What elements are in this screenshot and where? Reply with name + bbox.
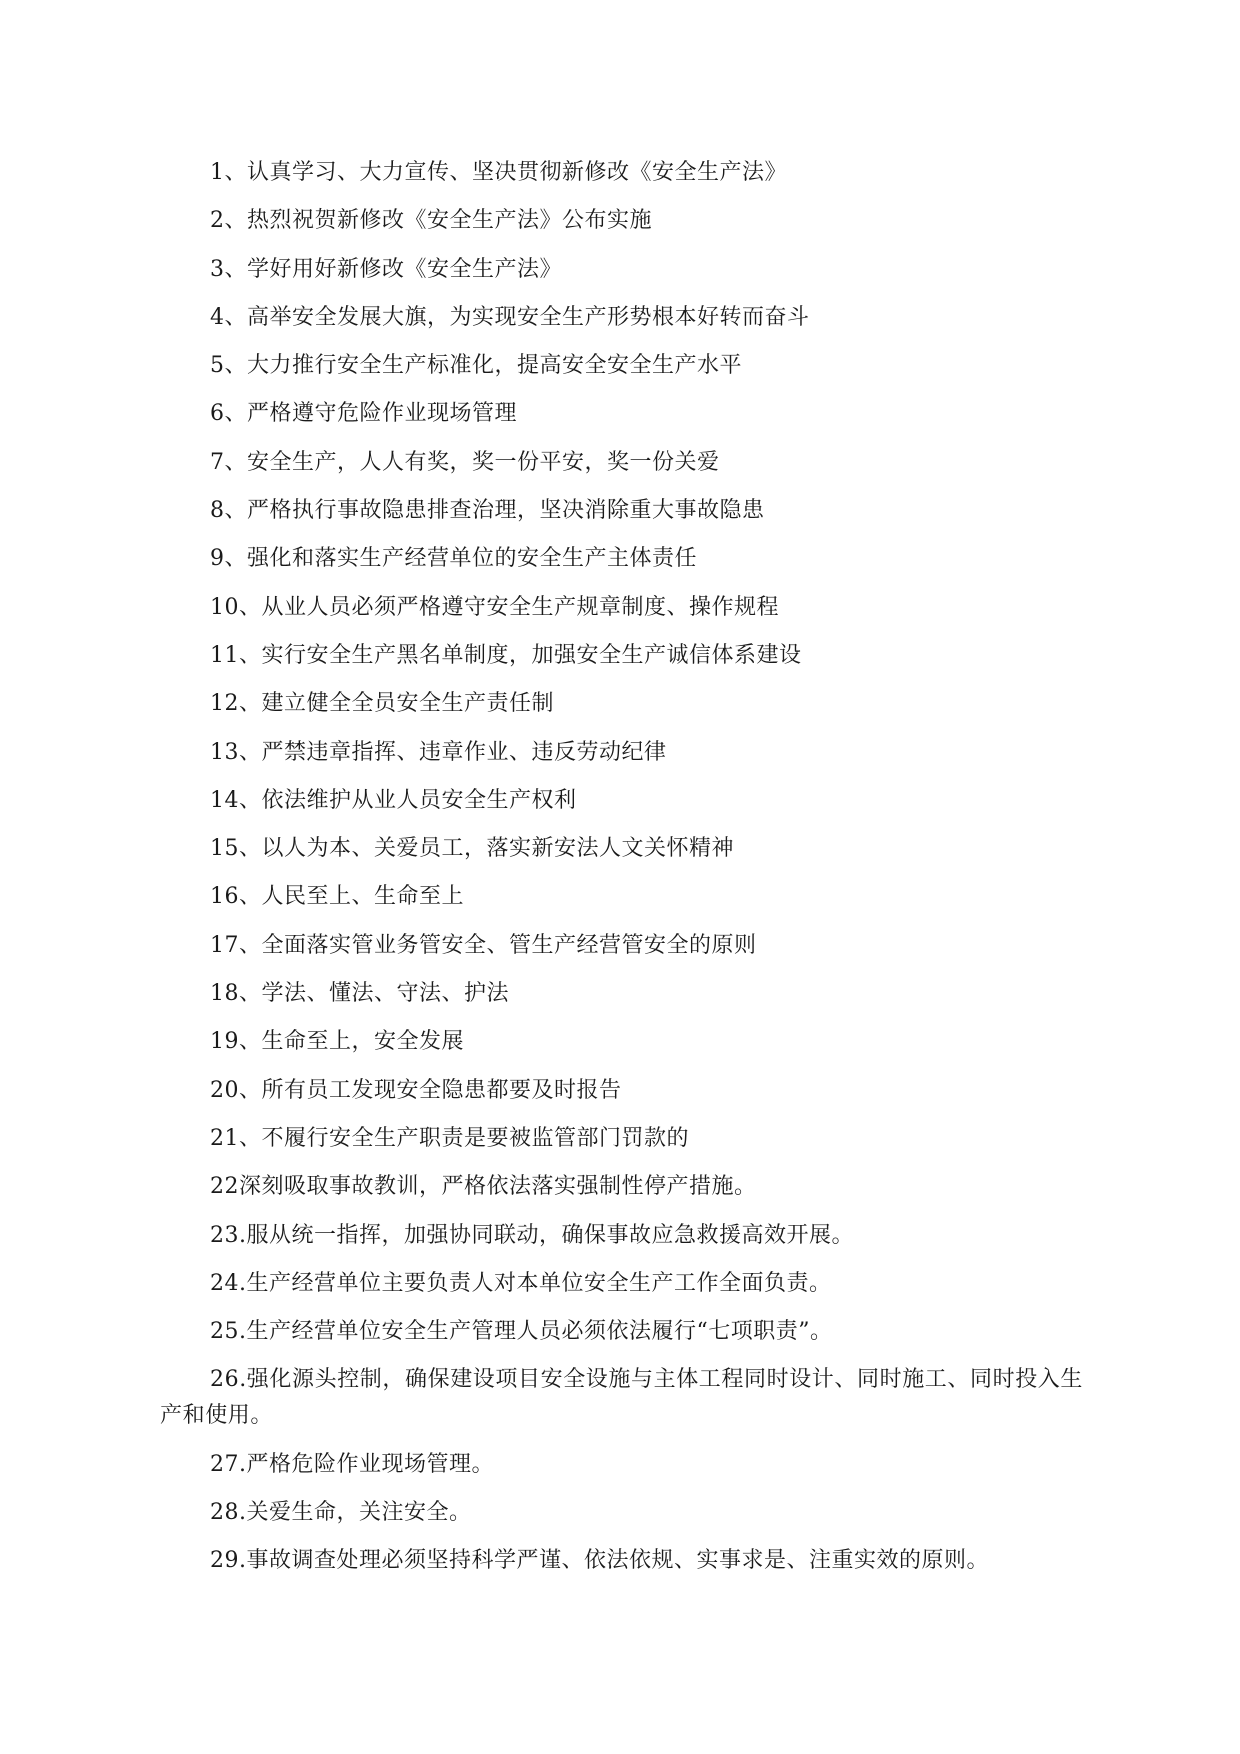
slogan-item-26: 26.强化源头控制，确保建设项目安全设施与主体工程同时设计、同时施工、同时投入生产和使用。 (160, 1367, 1083, 1429)
slogan-item-16: 16、人民至上、生命至上 (210, 884, 464, 910)
slogan-item-21: 21、不履行安全生产职责是要被监管部门罚款的 (210, 1125, 689, 1151)
slogan-item-23: 23.服从统一指挥，加强协同联动，确保事故应急救援高效开展。 (210, 1222, 854, 1248)
slogan-item-25: 25.生产经营单位安全生产管理人员必须依法履行“七项职责”。 (210, 1319, 833, 1345)
slogan-item-13: 13、严禁违章指挥、违章作业、违反劳动纪律 (210, 739, 667, 765)
slogan-item-9: 9、强化和落实生产经营单位的安全生产主体责任 (210, 546, 697, 572)
slogan-item-14: 14、依法维护从业人员安全生产权利 (210, 787, 577, 813)
slogan-item-22: 22深刻吸取事故教训，严格依法落实强制性停产措施。 (210, 1174, 757, 1200)
slogan-item-5: 5、大力推行安全生产标准化，提高安全安全生产水平 (210, 353, 742, 379)
slogan-item-20: 20、所有员工发现安全隐患都要及时报告 (210, 1077, 622, 1103)
slogan-item-6: 6、严格遵守危险作业现场管理 (210, 401, 517, 427)
slogan-item-12: 12、建立健全全员安全生产责任制 (210, 691, 554, 717)
slogan-item-15: 15、以人为本、关爱员工，落实新安法人文关怀精神 (210, 836, 734, 862)
slogan-item-24: 24.生产经营单位主要负责人对本单位安全生产工作全面负责。 (210, 1270, 832, 1296)
slogan-list (160, 155, 1100, 1592)
slogan-item-2: 2、热烈祝贺新修改《安全生产法》公布实施 (210, 208, 652, 234)
slogan-item-29: 29.事故调查处理必须坚持科学严谨、依法依规、实事求是、注重实效的原则。 (210, 1548, 989, 1574)
slogan-item-11: 11、实行安全生产黑名单制度，加强安全生产诚信体系建设 (210, 642, 802, 668)
slogan-item-19: 19、生命至上，安全发展 (210, 1029, 464, 1055)
slogan-item-7: 7、安全生产，人人有奖，奖一份平安，奖一份关爱 (210, 449, 720, 475)
slogan-item-28: 28.关爱生命，关注安全。 (210, 1500, 472, 1526)
slogan-item-27: 27.严格危险作业现场管理。 (210, 1451, 494, 1477)
slogan-item-18: 18、学法、懂法、守法、护法 (210, 981, 509, 1007)
slogan-item-8: 8、严格执行事故隐患排查治理，坚决消除重大事故隐患 (210, 498, 765, 524)
slogan-item-1: 1、认真学习、大力宣传、坚决贯彻新修改《安全生产法》 (210, 160, 787, 185)
slogan-item-10: 10、从业人员必须严格遵守安全生产规章制度、操作规程 (210, 594, 779, 620)
slogan-item-17: 17、全面落实管业务管安全、管生产经营管安全的原则 (210, 932, 757, 958)
slogan-item-4: 4、高举安全发展大旗，为实现安全生产形势根本好转而奋斗 (210, 304, 810, 330)
slogan-item-3: 3、学好用好新修改《安全生产法》 (210, 256, 562, 282)
